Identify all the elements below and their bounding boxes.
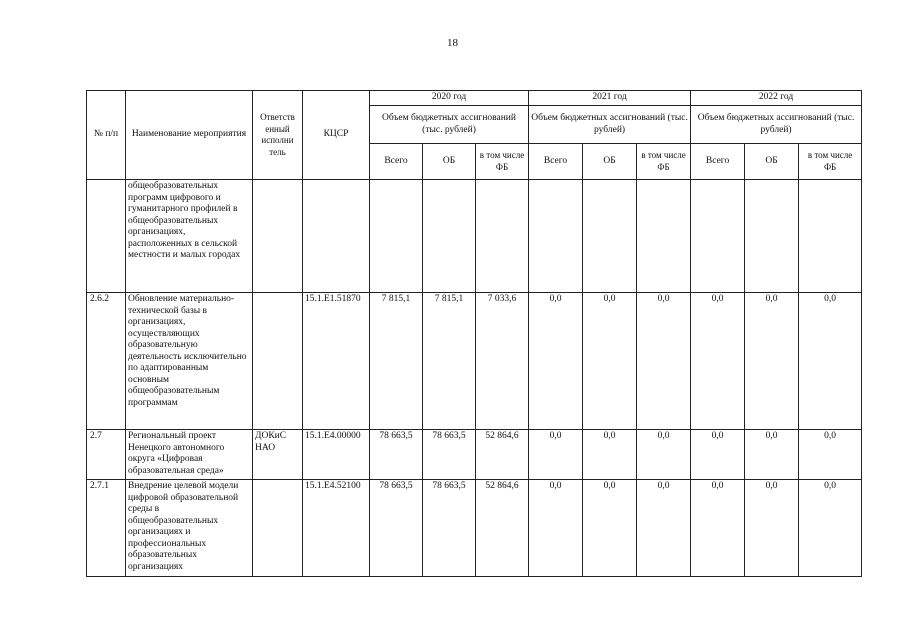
row-value: 0,0: [637, 430, 691, 480]
row-value: 0,0: [799, 480, 862, 577]
budget-table: [86, 90, 862, 577]
header-year-2022: 2022 год: [691, 91, 862, 106]
row-value: [583, 180, 637, 293]
row-kcsr: [303, 180, 370, 293]
row-value: 0,0: [745, 430, 799, 480]
header-kcsr: КЦСР: [303, 91, 370, 180]
table-row: [87, 430, 862, 480]
row-value: 0,0: [691, 480, 745, 577]
header-2020-ob: ОБ: [423, 144, 476, 180]
row-value: [745, 180, 799, 293]
row-value: 78 663,5: [370, 480, 423, 577]
row-value: 0,0: [691, 293, 745, 430]
page-number: 18: [447, 37, 458, 49]
row-value: 0,0: [637, 480, 691, 577]
row-value: [529, 180, 583, 293]
row-value: 78 663,5: [423, 480, 476, 577]
header-2020-total: Всего: [370, 144, 423, 180]
row-value: 78 663,5: [423, 430, 476, 480]
row-value: 52 864,6: [476, 430, 529, 480]
header-2020-fb: в том числе ФБ: [476, 144, 529, 180]
row-value: 0,0: [745, 480, 799, 577]
row-kcsr: 15.1.E4.52100: [303, 480, 370, 577]
row-number: 2.7.1: [87, 480, 126, 577]
row-kcsr: 15.1.E4.00000: [303, 430, 370, 480]
row-value: 0,0: [745, 293, 799, 430]
header-2021-fb: в том числе ФБ: [637, 144, 691, 180]
row-responsible: [253, 480, 303, 577]
row-value: 7 815,1: [370, 293, 423, 430]
header-year-2021: 2021 год: [529, 91, 691, 106]
row-value: 0,0: [583, 480, 637, 577]
row-value: 7 033,6: [476, 293, 529, 430]
row-value: 7 815,1: [423, 293, 476, 430]
header-2021-total: Всего: [529, 144, 583, 180]
row-value: 0,0: [799, 430, 862, 480]
row-value: [799, 180, 862, 293]
header-name: Наименование мероприятия: [126, 91, 253, 180]
header-budget-2020: Объем бюджетных ассигнований (тыс. рублей): [370, 106, 529, 144]
row-value: 0,0: [691, 430, 745, 480]
header-year-2020: 2020 год: [370, 91, 529, 106]
row-value: [423, 180, 476, 293]
row-kcsr: 15.1.E1.51870: [303, 293, 370, 430]
header-2021-ob: ОБ: [583, 144, 637, 180]
row-value: 78 663,5: [370, 430, 423, 480]
header-budget-2021: Объем бюджетных ассигнований (тыс. рублей): [529, 106, 691, 144]
header-budget-2022: Объем бюджетных ассигнований (тыс. рублей): [691, 106, 862, 144]
row-value: 0,0: [583, 430, 637, 480]
row-responsible: [253, 180, 303, 293]
row-value: [370, 180, 423, 293]
row-value: 0,0: [799, 293, 862, 430]
row-number: 2.7: [87, 430, 126, 480]
header-2022-fb: в том числе ФБ: [799, 144, 862, 180]
header-2022-ob: ОБ: [745, 144, 799, 180]
row-value: [691, 180, 745, 293]
row-value: [637, 180, 691, 293]
row-value: 0,0: [637, 293, 691, 430]
row-value: 0,0: [583, 293, 637, 430]
table-row: [87, 293, 862, 430]
row-value: [476, 180, 529, 293]
row-value: 0,0: [529, 430, 583, 480]
header-responsible: Ответств енный исполни тель: [253, 91, 303, 180]
table-row: [87, 480, 862, 577]
row-responsible: ДОКиС НАО: [253, 430, 303, 480]
row-name: Региональный проект Ненецкого автономного округа «Цифровая образовательная среда»: [126, 430, 253, 480]
row-name: Обновление материально-технической базы в организациях, осуществляющих образовательную деятельность исключительно по адаптированным основным общеобразовательным программам: [126, 293, 253, 430]
row-value: 52 864,6: [476, 480, 529, 577]
row-number: [87, 180, 126, 293]
table-row: [87, 180, 862, 293]
row-name: общеобразовательных программ цифрового и гуманитарного профилей в общеобразовательных организациях, расположенных в сельской местности и малых городах: [126, 180, 253, 293]
header-num: № п/п: [87, 91, 126, 180]
header-2022-total: Всего: [691, 144, 745, 180]
row-number: 2.6.2: [87, 293, 126, 430]
row-responsible: [253, 293, 303, 430]
row-value: 0,0: [529, 480, 583, 577]
row-name: Внедрение целевой модели цифровой образовательной среды в общеобразовательных организациях и профессиональных образовательных организациях: [126, 480, 253, 577]
row-value: 0,0: [529, 293, 583, 430]
